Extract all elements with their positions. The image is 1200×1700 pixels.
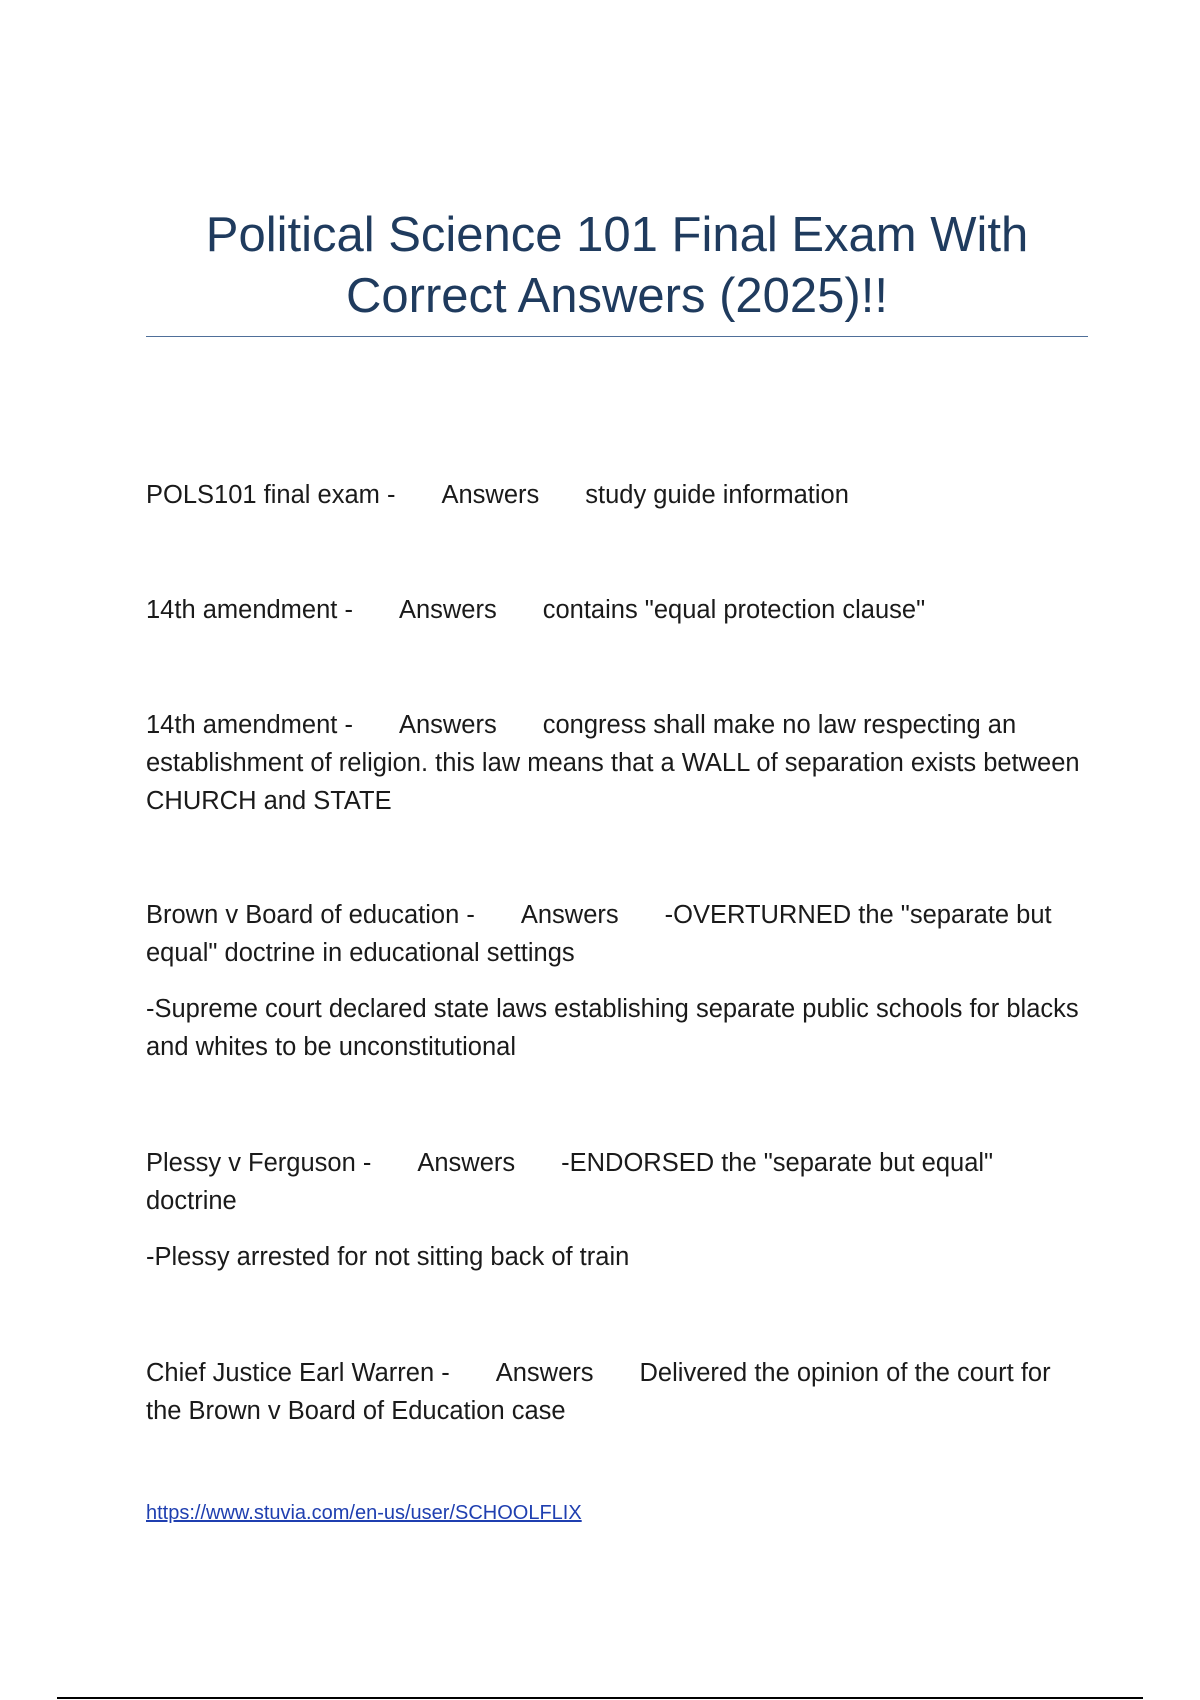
answers-marker: Answers xyxy=(495,1359,594,1387)
qa-term: 14th amendment - xyxy=(146,596,353,624)
qa-term: POLS101 final exam - xyxy=(146,481,396,509)
qa-entry xyxy=(146,591,1081,629)
answers-marker: Answers xyxy=(417,1149,516,1177)
qa-answer: -ENDORSED the "separate but equal" doctrine xyxy=(146,1149,994,1215)
qa-question-line xyxy=(146,476,1081,514)
qa-question-line xyxy=(146,1354,1081,1430)
answers-marker: Answers xyxy=(398,596,497,624)
answers-marker: Answers xyxy=(520,901,619,929)
qa-answer: study guide information xyxy=(585,481,849,509)
document-title xyxy=(146,205,1088,327)
title-line-2: Correct Answers (2025)!! xyxy=(346,269,888,323)
answers-marker: Answers xyxy=(398,711,497,739)
qa-note: -Plessy arrested for not sitting back of train xyxy=(146,1243,630,1271)
qa-entry xyxy=(146,476,1081,514)
qa-answer: Delivered the opinion of the court for the Brown v Board of Education case xyxy=(146,1359,1051,1425)
footer-divider xyxy=(57,1697,1143,1699)
title-line-1: Political Science 101 Final Exam With xyxy=(205,208,1029,262)
qa-question-line xyxy=(146,896,1081,972)
title-divider xyxy=(146,336,1088,337)
qa-term: Plessy v Ferguson - xyxy=(146,1149,372,1177)
qa-entry xyxy=(146,1354,1081,1430)
source-link[interactable]: https://www.stuvia.com/en-us/user/SCHOOLFLIX xyxy=(146,1502,582,1524)
qa-question-line xyxy=(146,591,1081,629)
qa-entry xyxy=(146,1144,1081,1276)
qa-question-line xyxy=(146,1144,1081,1220)
qa-entry xyxy=(146,706,1081,820)
qa-question-line xyxy=(146,706,1081,820)
qa-note: -Supreme court declared state laws establishing separate public schools for blacks and whites to be unconstitutional xyxy=(146,995,1079,1061)
qa-answer: -OVERTURNED the "separate but equal" doctrine in educational settings xyxy=(146,901,1052,967)
qa-answer: contains "equal protection clause" xyxy=(542,596,926,624)
qa-entry xyxy=(146,896,1081,1066)
answers-marker: Answers xyxy=(441,481,540,509)
qa-term: 14th amendment - xyxy=(146,711,353,739)
qa-term: Chief Justice Earl Warren - xyxy=(146,1359,450,1387)
qa-answer: congress shall make no law respecting an establishment of religion. this law means that a WALL of separation exists between CHURCH and STATE xyxy=(146,711,1080,815)
qa-term: Brown v Board of education - xyxy=(146,901,475,929)
